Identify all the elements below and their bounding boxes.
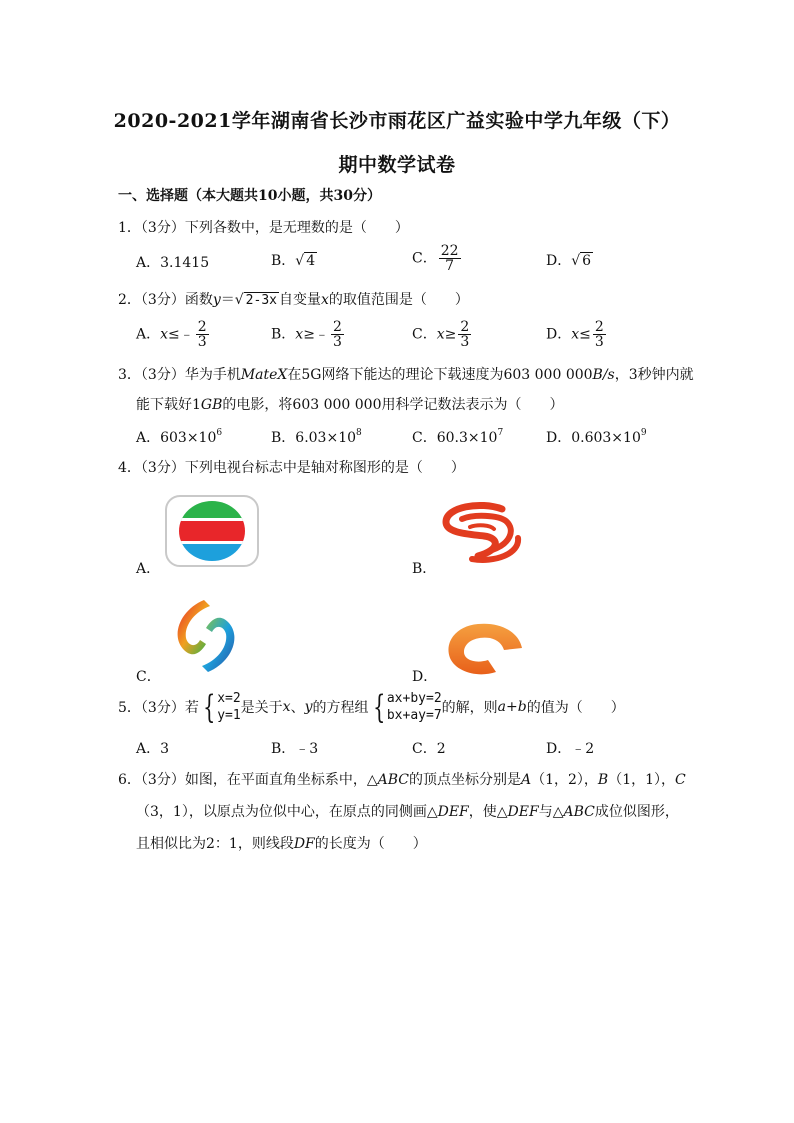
fraction: $\frac{2}{3}$ — [197, 319, 207, 350]
q2-option-a: A．x≤﹣ $\frac{2}{3}$ — [136, 319, 207, 350]
q3-stem-line1: 3．（3分）华为手机MateX在5G网络下能达的理论下载速度为603 000 000B/s，3秒钟内就 — [118, 367, 694, 383]
q1-option-d: D．√ 6 — [546, 253, 592, 269]
exam-title-line1: 2020-2021学年湖南省长沙市雨花区广益实验中学九年级（下） — [113, 110, 681, 132]
q5-option-c: C．2 — [412, 741, 446, 757]
sqrt-sign: √ 6 — [571, 253, 592, 269]
q3-option-c: C．$60.3\times 10^7$ — [412, 428, 504, 446]
q4-option-a-label: A． — [136, 561, 161, 577]
q3-option-b: B．$6.03\times 10^8$ — [271, 428, 362, 446]
hunan-tv-logo-image — [444, 620, 526, 678]
section-heading: 一、选择题（本大题共10小题，共30分） — [118, 188, 381, 204]
fraction: $\frac{2}{3}$ — [332, 319, 342, 350]
shenzhen-tv-logo-image — [440, 500, 524, 568]
q5-option-d: D．﹣2 — [546, 741, 595, 757]
sqrt-sign: √ 4 — [295, 253, 316, 269]
sqrt-sign: √ 2-3x — [234, 292, 277, 308]
q4-option-c-label: C． — [136, 669, 161, 685]
q4-option-b-label: B． — [412, 561, 437, 577]
q5-stem: 5．（3分）若 { x=2 y=1 是关于x、y的方程组 { ax+by=2 bx+ay=7 的解，则a+b的值为（ ） — [118, 688, 625, 726]
q6-stem-line3: 且相似比为2：1，则线段DF的长度为（ ） — [136, 836, 427, 852]
q2-option-b: B．x≥﹣ $\frac{2}{3}$ — [271, 319, 342, 350]
q5-option-b: B．﹣3 — [271, 741, 319, 757]
q4-option-d-label: D． — [412, 669, 438, 685]
sichuan-tv-logo-image — [166, 596, 246, 676]
equation-system: { ax+by=2 bx+ay=7 — [372, 688, 442, 726]
fraction: $\frac{2}{3}$ — [460, 319, 470, 350]
q1-option-c: C． $\frac{22}{7}$ — [412, 243, 459, 274]
q4-stem: 4．（3分）下列电视台标志中是轴对称图形的是（ ） — [118, 460, 465, 476]
q6-stem-line1: 6．（3分）如图，在平面直角坐标系中，△ABC的顶点坐标分别是A（1，2），B（1，1），C — [118, 772, 686, 788]
q1-stem: 1．（3分）下列各数中，是无理数的是（ ） — [118, 220, 409, 236]
q1-option-b: B．√ 4 — [271, 253, 316, 269]
q3-stem-line2: 能下载好1GB的电影，将603 000 000用科学记数法表示为（ ） — [136, 397, 564, 413]
exam-title-line2: 期中数学试卷 — [338, 154, 456, 176]
q2-option-d: D．x≤ $\frac{2}{3}$ — [546, 319, 604, 350]
q2-stem: 2．（3分）函数y＝√ 2-3x 自变量x的取值范围是（ ） — [118, 292, 469, 308]
fraction: $\frac{22}{7}$ — [440, 243, 459, 274]
q3-option-d: D．$0.603\times 10^9$ — [546, 428, 647, 446]
q3-option-a: A．$603\times 10^6$ — [136, 428, 223, 446]
q5-option-a: A．3 — [136, 741, 170, 757]
equation-system-solution: { x=2 y=1 — [202, 688, 241, 726]
q6-stem-line2: （3，1），以原点为位似中心，在原点的同侧画△DEF，使△DEF与△ABC成位似图形， — [136, 804, 679, 820]
fraction: $\frac{2}{3}$ — [594, 319, 604, 350]
tvb-logo-image — [164, 494, 260, 568]
q2-option-c: C．x≥ $\frac{2}{3}$ — [412, 319, 470, 350]
q1-option-a: A．3.1415 — [136, 255, 210, 271]
